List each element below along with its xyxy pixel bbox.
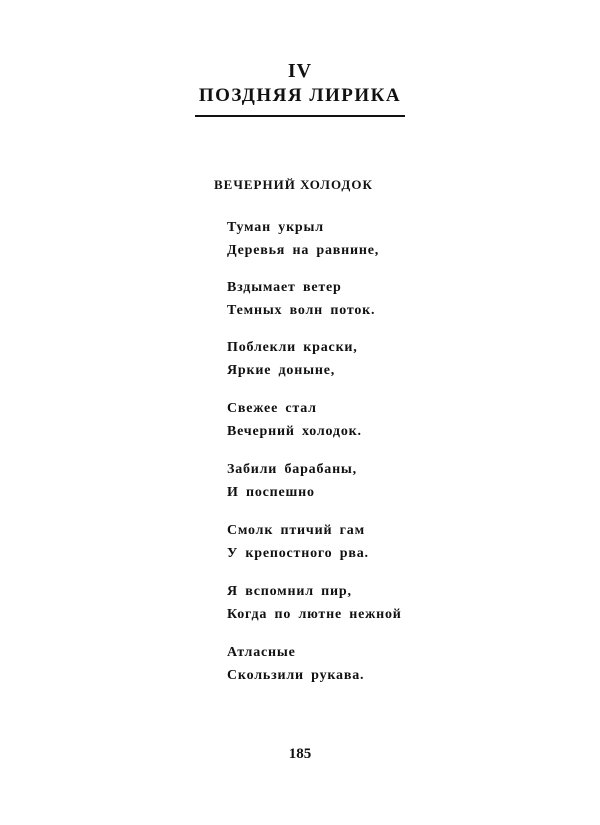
poem-line: Поблекли краски,	[227, 340, 358, 355]
poem-line: Атласные	[227, 645, 296, 660]
stanza-4	[227, 397, 362, 443]
stanza-6	[227, 519, 369, 565]
stanza-7	[227, 580, 402, 626]
poem-line: Туман укрыл	[227, 220, 324, 235]
stanza-5	[227, 458, 357, 504]
title-underline	[195, 115, 405, 117]
poem-line: Смолк птичий гам	[227, 523, 365, 538]
stanza-2	[227, 276, 375, 322]
poem-line: Темных волн поток.	[227, 303, 376, 318]
poem-line: Вздымает ветер	[227, 280, 342, 295]
poem-line: У крепостного рва.	[227, 546, 369, 561]
poem-line: Когда по лютне нежной	[227, 607, 402, 622]
stanza-8	[227, 641, 364, 687]
poem-line: Забили барабаны,	[227, 462, 357, 477]
poem-line: Свежее стал	[227, 401, 317, 416]
poem-line: Яркие доныне,	[227, 363, 336, 378]
section-title: ПОЗДНЯЯ ЛИРИКА	[198, 85, 402, 106]
poem-title: ВЕЧЕРНИЙ ХОЛОДОК	[214, 177, 373, 192]
poem-line: И поспешно	[227, 485, 315, 500]
poem-line: Я вспомнил пир,	[227, 584, 352, 599]
stanza-3	[227, 336, 358, 382]
poem-line: Деревья на равнине,	[227, 243, 380, 258]
poem-line: Вечерний холодок.	[227, 424, 362, 439]
stanza-1	[227, 216, 379, 262]
poem-line: Скользили рукава.	[227, 668, 365, 683]
page-number: 185	[288, 746, 312, 762]
section-number: IV	[287, 60, 313, 82]
